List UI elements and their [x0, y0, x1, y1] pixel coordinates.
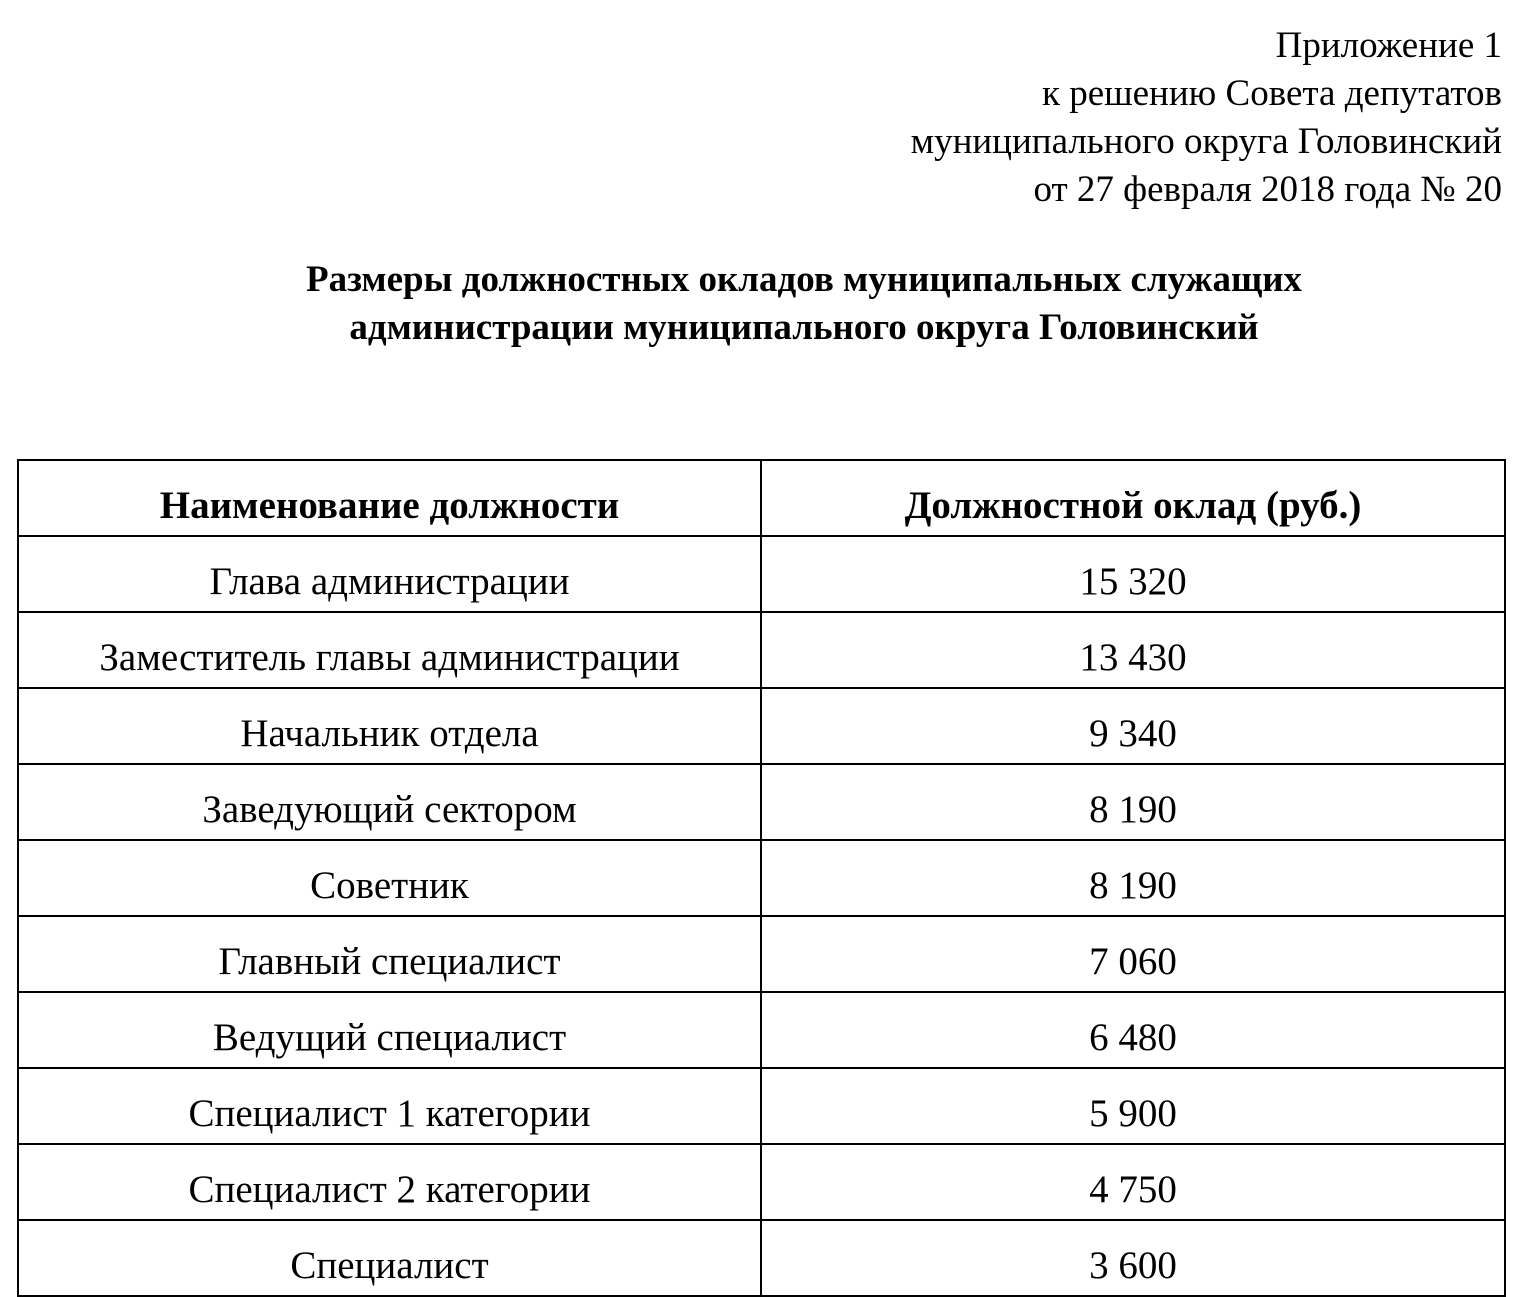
position-cell: Специалист	[18, 1220, 761, 1296]
table-row	[18, 916, 1505, 992]
salary-cell: 3 600	[761, 1220, 1505, 1296]
header-salary: Должностной оклад (руб.)	[761, 460, 1505, 536]
header-position: Наименование должности	[18, 460, 761, 536]
salary-cell: 8 190	[761, 840, 1505, 916]
appendix-line-1: Приложение 1	[1275, 25, 1502, 66]
table-row	[18, 1220, 1505, 1296]
salary-table	[17, 459, 1506, 1297]
appendix-line-2: к решению Совета депутатов	[1042, 73, 1502, 114]
position-cell: Заведующий сектором	[18, 764, 761, 840]
appendix-line-4: от 27 февраля 2018 года № 20	[1033, 169, 1502, 210]
title-line-2: администрации муниципального округа Головинский	[349, 307, 1259, 348]
salary-cell: 4 750	[761, 1144, 1505, 1220]
table-header-row	[18, 460, 1505, 536]
table-row	[18, 688, 1505, 764]
table-row	[18, 536, 1505, 612]
salary-cell: 15 320	[761, 536, 1505, 612]
appendix-line-3: муниципального округа Головинский	[910, 121, 1502, 162]
table-row	[18, 840, 1505, 916]
position-cell: Главный специалист	[18, 916, 761, 992]
appendix-header	[911, 22, 1502, 214]
document-title	[0, 256, 1521, 352]
table-row	[18, 764, 1505, 840]
table-row	[18, 612, 1505, 688]
position-cell: Специалист 1 категории	[18, 1068, 761, 1144]
position-cell: Начальник отдела	[18, 688, 761, 764]
table-row	[18, 1068, 1505, 1144]
salary-cell: 7 060	[761, 916, 1505, 992]
table-row	[18, 1144, 1505, 1220]
salary-cell: 5 900	[761, 1068, 1505, 1144]
position-cell: Специалист 2 категории	[18, 1144, 761, 1220]
table-row	[18, 992, 1505, 1068]
position-cell: Глава администрации	[18, 536, 761, 612]
salary-cell: 9 340	[761, 688, 1505, 764]
salary-cell: 13 430	[761, 612, 1505, 688]
salary-cell: 8 190	[761, 764, 1505, 840]
salary-cell: 6 480	[761, 992, 1505, 1068]
position-cell: Советник	[18, 840, 761, 916]
title-line-1: Размеры должностных окладов муниципальных служащих	[305, 259, 1303, 300]
position-cell: Заместитель главы администрации	[18, 612, 761, 688]
position-cell: Ведущий специалист	[18, 992, 761, 1068]
